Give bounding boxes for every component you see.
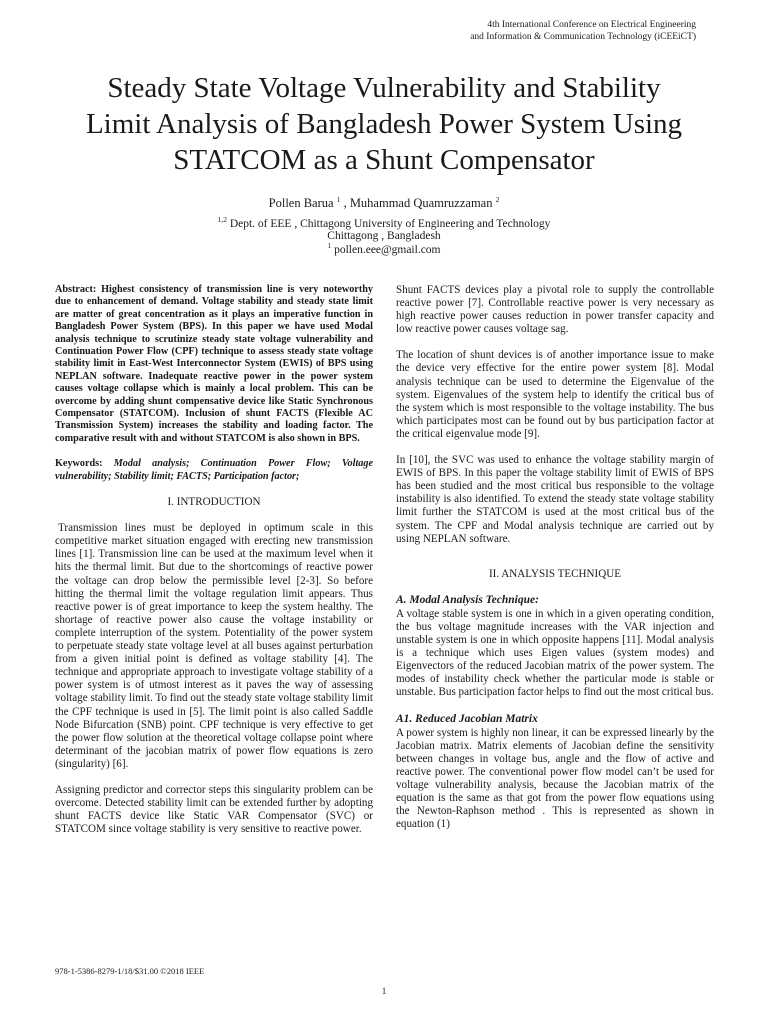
email-address: pollen.eee@gmail.com <box>331 244 441 256</box>
right-paragraph-3: In [10], the SVC was used to enhance the voltage stability margin of EWIS of BPS. In this paper the voltage stability limit of EWIS of BPS has been studied and the most critical bus responsible to the voltage instability is also identified. To extend the steady state voltage stability limit further the STATCOM is used at the most critical bus of the system. The CPF and Modal analysis technique are carried out by using NEPLAN software. <box>396 454 714 545</box>
section-2-heading: II. ANALYSIS TECHNIQUE <box>488 567 622 580</box>
left-column <box>55 284 373 849</box>
abstract: Abstract: Highest consistency of transmission line is very noteworthy due to enhancement of demand. Voltage stability and steady state limit are matter of great concentration as it plays an imperative function in Bangladesh Power System (BPS). In this paper we have used Modal analysis technique to scrutinize steady state voltage vulnerability and Continuation Power Flow (CPF) technique to assess steady state voltage stability limit in East-West Interconnector System (EWIS) of BPS using NEPLAN software. Inadequate reactive power in the power system causes voltage collapse which is mainly a local problem. This can be overcome by adding shunt compensative device like Static Synchronous Compensator (STATCOM). Inclusion of shunt FACTS (Flexible AC Transmission System) increases the stability and loading factor. The comparative result with and without STATCOM is also shown in BPS. <box>55 284 373 444</box>
paper-title <box>40 70 728 178</box>
author-2: Muhammad Quamruzzaman <box>349 196 493 210</box>
section-1-heading: I. INTRODUCTION <box>167 496 261 509</box>
author-separator: , <box>340 196 350 210</box>
author-1-sup: 1 <box>336 194 341 204</box>
author-1: Pollen Barua <box>268 196 334 210</box>
conference-header <box>356 19 696 43</box>
affiliation <box>0 215 768 242</box>
author-email <box>0 241 768 256</box>
keywords-text: Modal analysis; Continuation Power Flow; Voltage vulnerability; Stability limit; FACTS; Participation factor; <box>55 458 373 482</box>
subsection-a1-heading: A1. Reduced Jacobian Matrix <box>396 712 538 725</box>
page-number: 1 <box>381 986 387 996</box>
title-line-1: Steady State Voltage Vulnerability and Stability <box>107 72 661 104</box>
keywords <box>55 458 373 483</box>
author-2-sup: 2 <box>495 194 500 204</box>
copyright-footer: 978-1-5386-8279-1/18/$31.00 ©2018 IEEE <box>55 966 205 976</box>
author-list <box>0 196 768 211</box>
intro-paragraph-1: Transmission lines must be deployed in optimum scale in this competitive market situation engaged with erecting new transmission lines [1]. Transmission line can be used at the maximum level when it hits the thermal limit. But due to the shortcomings of reactive power the voltage can drop below the permissible level [2-3]. So before hitting the thermal limit the voltage regulation limit appears. Thus reactive power is of great importance to keep the system healthy. The shortage of reactive power also cause the voltage instability or complete interruption of the system. Potentiality of the power system to perpetuate steady state voltage level at all buses against perturbation from a given initial point is defined as voltage stability [4]. The technique and appropriate approach to investigate voltage stability of a power system is of utmost interest as it paves the way of assessing voltage stability limit. To find out the steady state voltage stability limit the CPF technique is used in [5]. The limit point is also called Saddle Node Bifurcation (SNB) point. CPF technique is very effective to get the power flow solution at the theoretical voltage collapse point where determinant of the jacobian matrix of power flow equations is zero (singularity) [6]. <box>55 522 373 770</box>
affiliation-dept: Dept. of EEE , Chittagong University of Engineering and Technology <box>226 218 551 230</box>
affiliation-city: Chittagong , Bangladesh <box>327 230 441 242</box>
conference-line-1: 4th International Conference on Electrical Engineering <box>487 20 696 30</box>
subsection-a-paragraph: A voltage stable system is one in which in a given operating condition, the bus voltage magnitude increases with the VAR injection and unstable system is one in which opposite happens [11]. Modal analysis is a technique which uses Eigen values (system modes) and Eigenvectors of the reduced Jacobian matrix of the power system. The modes of instability check whether the particular mode is stable or unstable. Bus participation factor helps to find out the most critical bus. <box>396 607 714 699</box>
conference-line-2: and Information & Communication Technology (iCEEiCT) <box>470 32 696 42</box>
right-paragraph-1: Shunt FACTS devices play a pivotal role to supply the controllable reactive power [7]. Controllable reactive power is very necessary as high reactive power causes reduction in power transfer capacity and low reactive power causes voltage sag. <box>396 284 714 336</box>
subsection-a-heading: A. Modal Analysis Technique: <box>396 593 539 606</box>
right-paragraph-2: The location of shunt devices is of another importance issue to make the device very effective for the entire power system [8]. Modal analysis technique can be used to determine the Eigenvalue of the system. Eigenvalues of the system help to identify the critical bus of the system which is most responsible to the voltage instability. The bus which participates most can be found out by bus participation factor at the critical eigenvalue mode [9]. <box>396 349 714 440</box>
affiliation-sup: 1,2 <box>217 215 227 225</box>
title-line-2: Limit Analysis of Bangladesh Power System Using <box>85 108 683 140</box>
title-line-3: STATCOM as a Shunt Compensator <box>173 144 595 176</box>
email-sup: 1 <box>327 241 332 251</box>
subsection-a1-paragraph: A power system is highly non linear, it can be expressed linearly by the Jacobian matrix. Matrix elements of Jacobian define the sensitivity between changes in voltage bus, angle and the flow of active and reactive power. The conventional power flow model can’t be used for voltage vulnerability analysis, because the Jacobian matrix of the equation is the same as that got from the power flow equations using the Newton-Raphson method . This is represented as shown in equation (1) <box>396 726 714 831</box>
keywords-label: Keywords: <box>55 458 114 470</box>
intro-paragraph-2: Assigning predictor and corrector steps this singularity problem can be overcome. Detected stability limit can be extended further by adopting shunt FACTS device like Static VAR Compensator (SVC) or STATCOM since voltage stability is very sensitive to reactive power. <box>55 783 373 836</box>
right-column <box>396 284 714 844</box>
